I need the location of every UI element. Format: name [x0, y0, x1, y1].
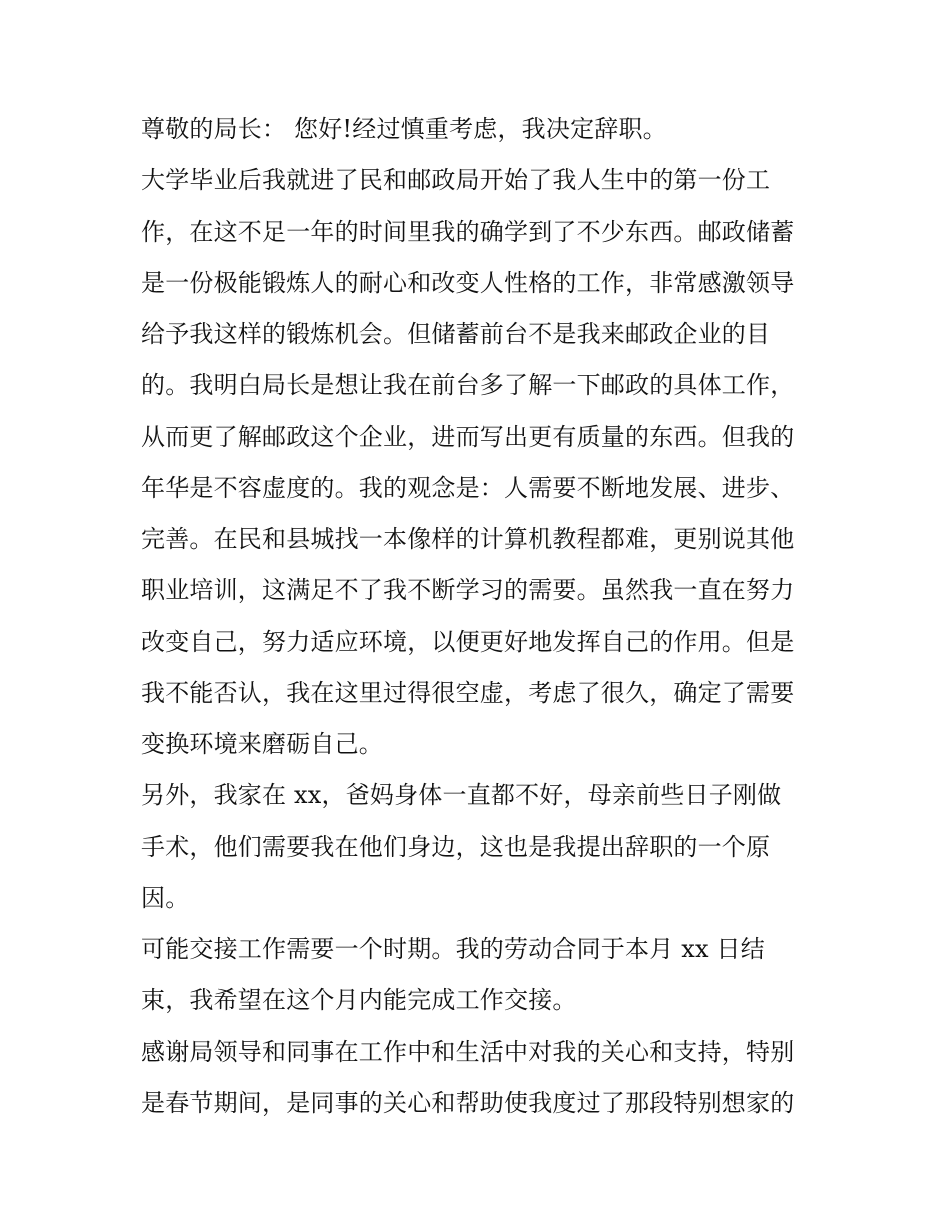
text-line: 束，我希望在这个月内能完成工作交接。 — [141, 986, 577, 1014]
text-line: 改变自己，努力适应环境，以便更好地发挥自己的作用。但是 — [141, 628, 795, 656]
text-line: 是春节期间，是同事的关心和帮助使我度过了那段特别想家的 — [141, 1089, 795, 1117]
text-line: 手术，他们需要我在他们身边，这也是我提出辞职的一个原 — [141, 833, 771, 861]
text-line: 从而更了解邮政这个企业，进而写出更有质量的东西。但我的 — [141, 423, 795, 451]
text-line: 感谢局领导和同事在工作中和生活中对我的关心和支持，特别 — [141, 1038, 795, 1066]
text-line: 给予我这样的锻炼机会。但储蓄前台不是我来邮政企业的目 — [141, 320, 771, 348]
text-line: 我不能否认，我在这里过得很空虚，考虑了很久，确定了需要 — [141, 679, 795, 707]
text-line: 年华是不容虚度的。我的观念是：人需要不断地发展、进步、 — [141, 474, 795, 502]
text-line: 职业培训，这满足不了我不断学习的需要。虽然我一直在努力 — [141, 576, 795, 604]
text-line: 的。我明白局长是想让我在前台多了解一下邮政的具体工作， — [141, 371, 795, 399]
text-line: 另外，我家在 xx，爸妈身体一直都不好，母亲前些日子刚做 — [141, 781, 782, 809]
text-line: 可能交接工作需要一个时期。我的劳动合同于本月 xx 日结 — [141, 935, 765, 963]
text-line: 是一份极能锻炼人的耐心和改变人性格的工作，非常感激领导 — [141, 269, 795, 297]
text-line: 尊敬的局长： 您好!经过慎重考虑，我决定辞职。 — [141, 115, 667, 143]
text-line: 变换环境来磨砺自己。 — [141, 730, 383, 758]
text-line: 因。 — [141, 884, 190, 912]
text-line: 作，在这不足一年的时间里我的确学到了不少东西。邮政储蓄 — [141, 218, 795, 246]
text-line: 完善。在民和县城找一本像样的计算机教程都难，更别说其他 — [141, 525, 795, 553]
text-line: 大学毕业后我就进了民和邮政局开始了我人生中的第一份工 — [141, 166, 771, 194]
